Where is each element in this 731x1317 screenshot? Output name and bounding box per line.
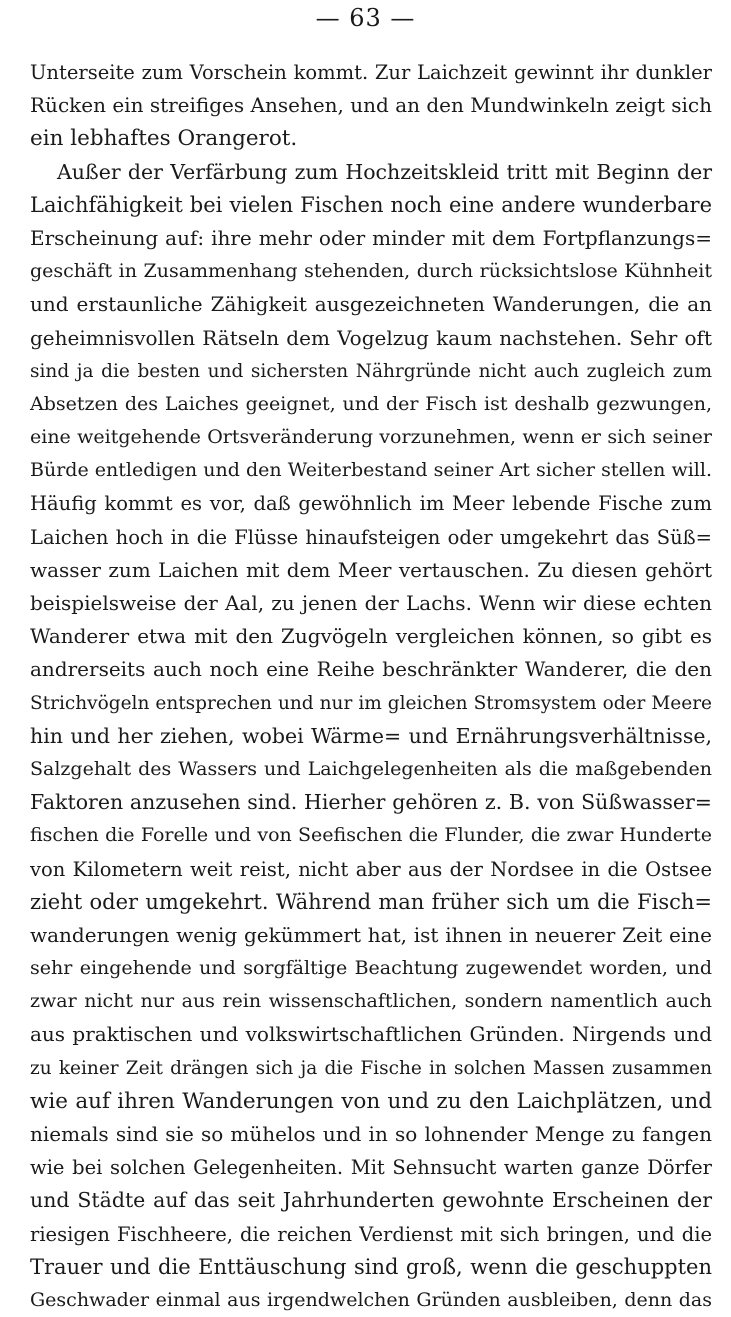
text-line: sehr eingehende und sorgfältige Beachtung zugewendet worden, und xyxy=(30,957,712,980)
text-line: und Städte auf das seit Jahrhunderten gewohnte Erscheinen der xyxy=(30,1188,712,1213)
text-line: aus praktischen und volkswirtschaftlichen Gründen. Nirgends und xyxy=(30,1022,712,1047)
text-line: wanderungen wenig gekümmert hat, ist ihnen in neuerer Zeit eine xyxy=(30,922,712,947)
text-line: hin und her ziehen, wobei Wärme= und Ernährungsverhältnisse, xyxy=(30,723,712,748)
text-line: eine weitgehende Ortsveränderung vorzunehmen, wenn er sich seiner xyxy=(30,426,712,449)
text-line: wasser zum Laichen mit dem Meer vertauschen. Zu diesen gehört xyxy=(30,557,712,582)
text-line: und erstaunliche Zähigkeit ausgezeichneten Wanderungen, die an xyxy=(30,292,712,317)
text-line: Trauer und die Enttäuschung sind groß, wenn die geschuppten xyxy=(30,1254,712,1279)
text-line: andrerseits auch noch eine Reihe beschränkter Wanderer, die den xyxy=(30,657,712,682)
text-line: wie auf ihren Wanderungen von und zu den Laichplätzen, und xyxy=(30,1088,712,1114)
text-line: fischen die Forelle und von Seefischen die Flunder, die zwar Hunderte xyxy=(30,824,712,847)
text-line: geheimnisvollen Rätseln dem Vogelzug kaum nachstehen. Sehr oft xyxy=(30,325,712,350)
text-line: geschäft in Zusammenhang stehenden, durch rücksichtslose Kühnheit xyxy=(30,260,712,283)
text-line: zwar nicht nur aus rein wissenschaftlichen, sondern namentlich auch xyxy=(30,990,712,1013)
text-line: Wanderer etwa mit den Zugvögeln vergleichen können, so gibt es xyxy=(30,624,712,649)
text-line: Laichen hoch in die Flüsse hinaufsteigen oder umgekehrt das Süß= xyxy=(30,525,712,549)
text-line: Strichvögeln entsprechen und nur im gleichen Stromsystem oder Meere xyxy=(30,692,712,714)
text-line: Häufig kommt es vor, daß gewöhnlich im Meer lebende Fische zum xyxy=(30,492,712,516)
text-line: Absetzen des Laiches geeignet, und der Fisch ist deshalb gezwungen, xyxy=(30,392,712,415)
body-text xyxy=(30,56,712,1317)
text-line: Laichfähigkeit bei vielen Fischen noch eine andere wunderbare xyxy=(30,192,712,217)
text-line: Rücken ein streifiges Ansehen, und an den Mundwinkeln zeigt sich xyxy=(30,93,712,118)
text-line: sind ja die besten und sichersten Nährgründe nicht auch zugleich zum xyxy=(30,360,712,382)
text-line: Außer der Verfärbung zum Hochzeitskleid tritt mit Beginn der xyxy=(57,159,712,184)
text-line: Unterseite zum Vorschein kommt. Zur Laichzeit gewinnt ihr dunkler xyxy=(30,61,712,84)
text-line: wie bei solchen Gelegenheiten. Mit Sehnsucht warten ganze Dörfer xyxy=(30,1156,712,1180)
text-line: Salzgehalt des Wassers und Laichgelegenheiten als die maßgebenden xyxy=(30,757,712,780)
text-line: Geschwader einmal aus irgendwelchen Gründen ausbleiben, denn das xyxy=(30,1288,712,1311)
text-line: beispielsweise der Aal, zu jenen der Lachs. Wenn wir diese echten xyxy=(30,591,712,615)
text-line: riesigen Fischheere, die reichen Verdienst mit sich bringen, und die xyxy=(30,1222,712,1246)
text-line: von Kilometern weit reist, nicht aber aus der Nordsee in die Ostsee xyxy=(30,857,712,881)
text-line: Bürde entledigen und den Weiterbestand seiner Art sicher stellen will. xyxy=(30,459,712,482)
text-line: niemals sind sie so mühelos und in so lohnender Menge zu fangen xyxy=(30,1122,712,1146)
text-line: zu keiner Zeit drängen sich ja die Fische in solchen Massen zusammen xyxy=(30,1057,712,1079)
text-line: ein lebhaftes Orangerot. xyxy=(30,126,298,152)
text-line: Faktoren anzusehen sind. Hierher gehören z. B. von Süßwasser= xyxy=(30,790,712,815)
text-line: Erscheinung auf: ihre mehr oder minder mit dem Fortpflanzungs= xyxy=(30,225,712,250)
text-line: zieht oder umgekehrt. Während man früher sich um die Fisch= xyxy=(30,889,712,914)
page-number: — 63 — xyxy=(315,4,416,32)
